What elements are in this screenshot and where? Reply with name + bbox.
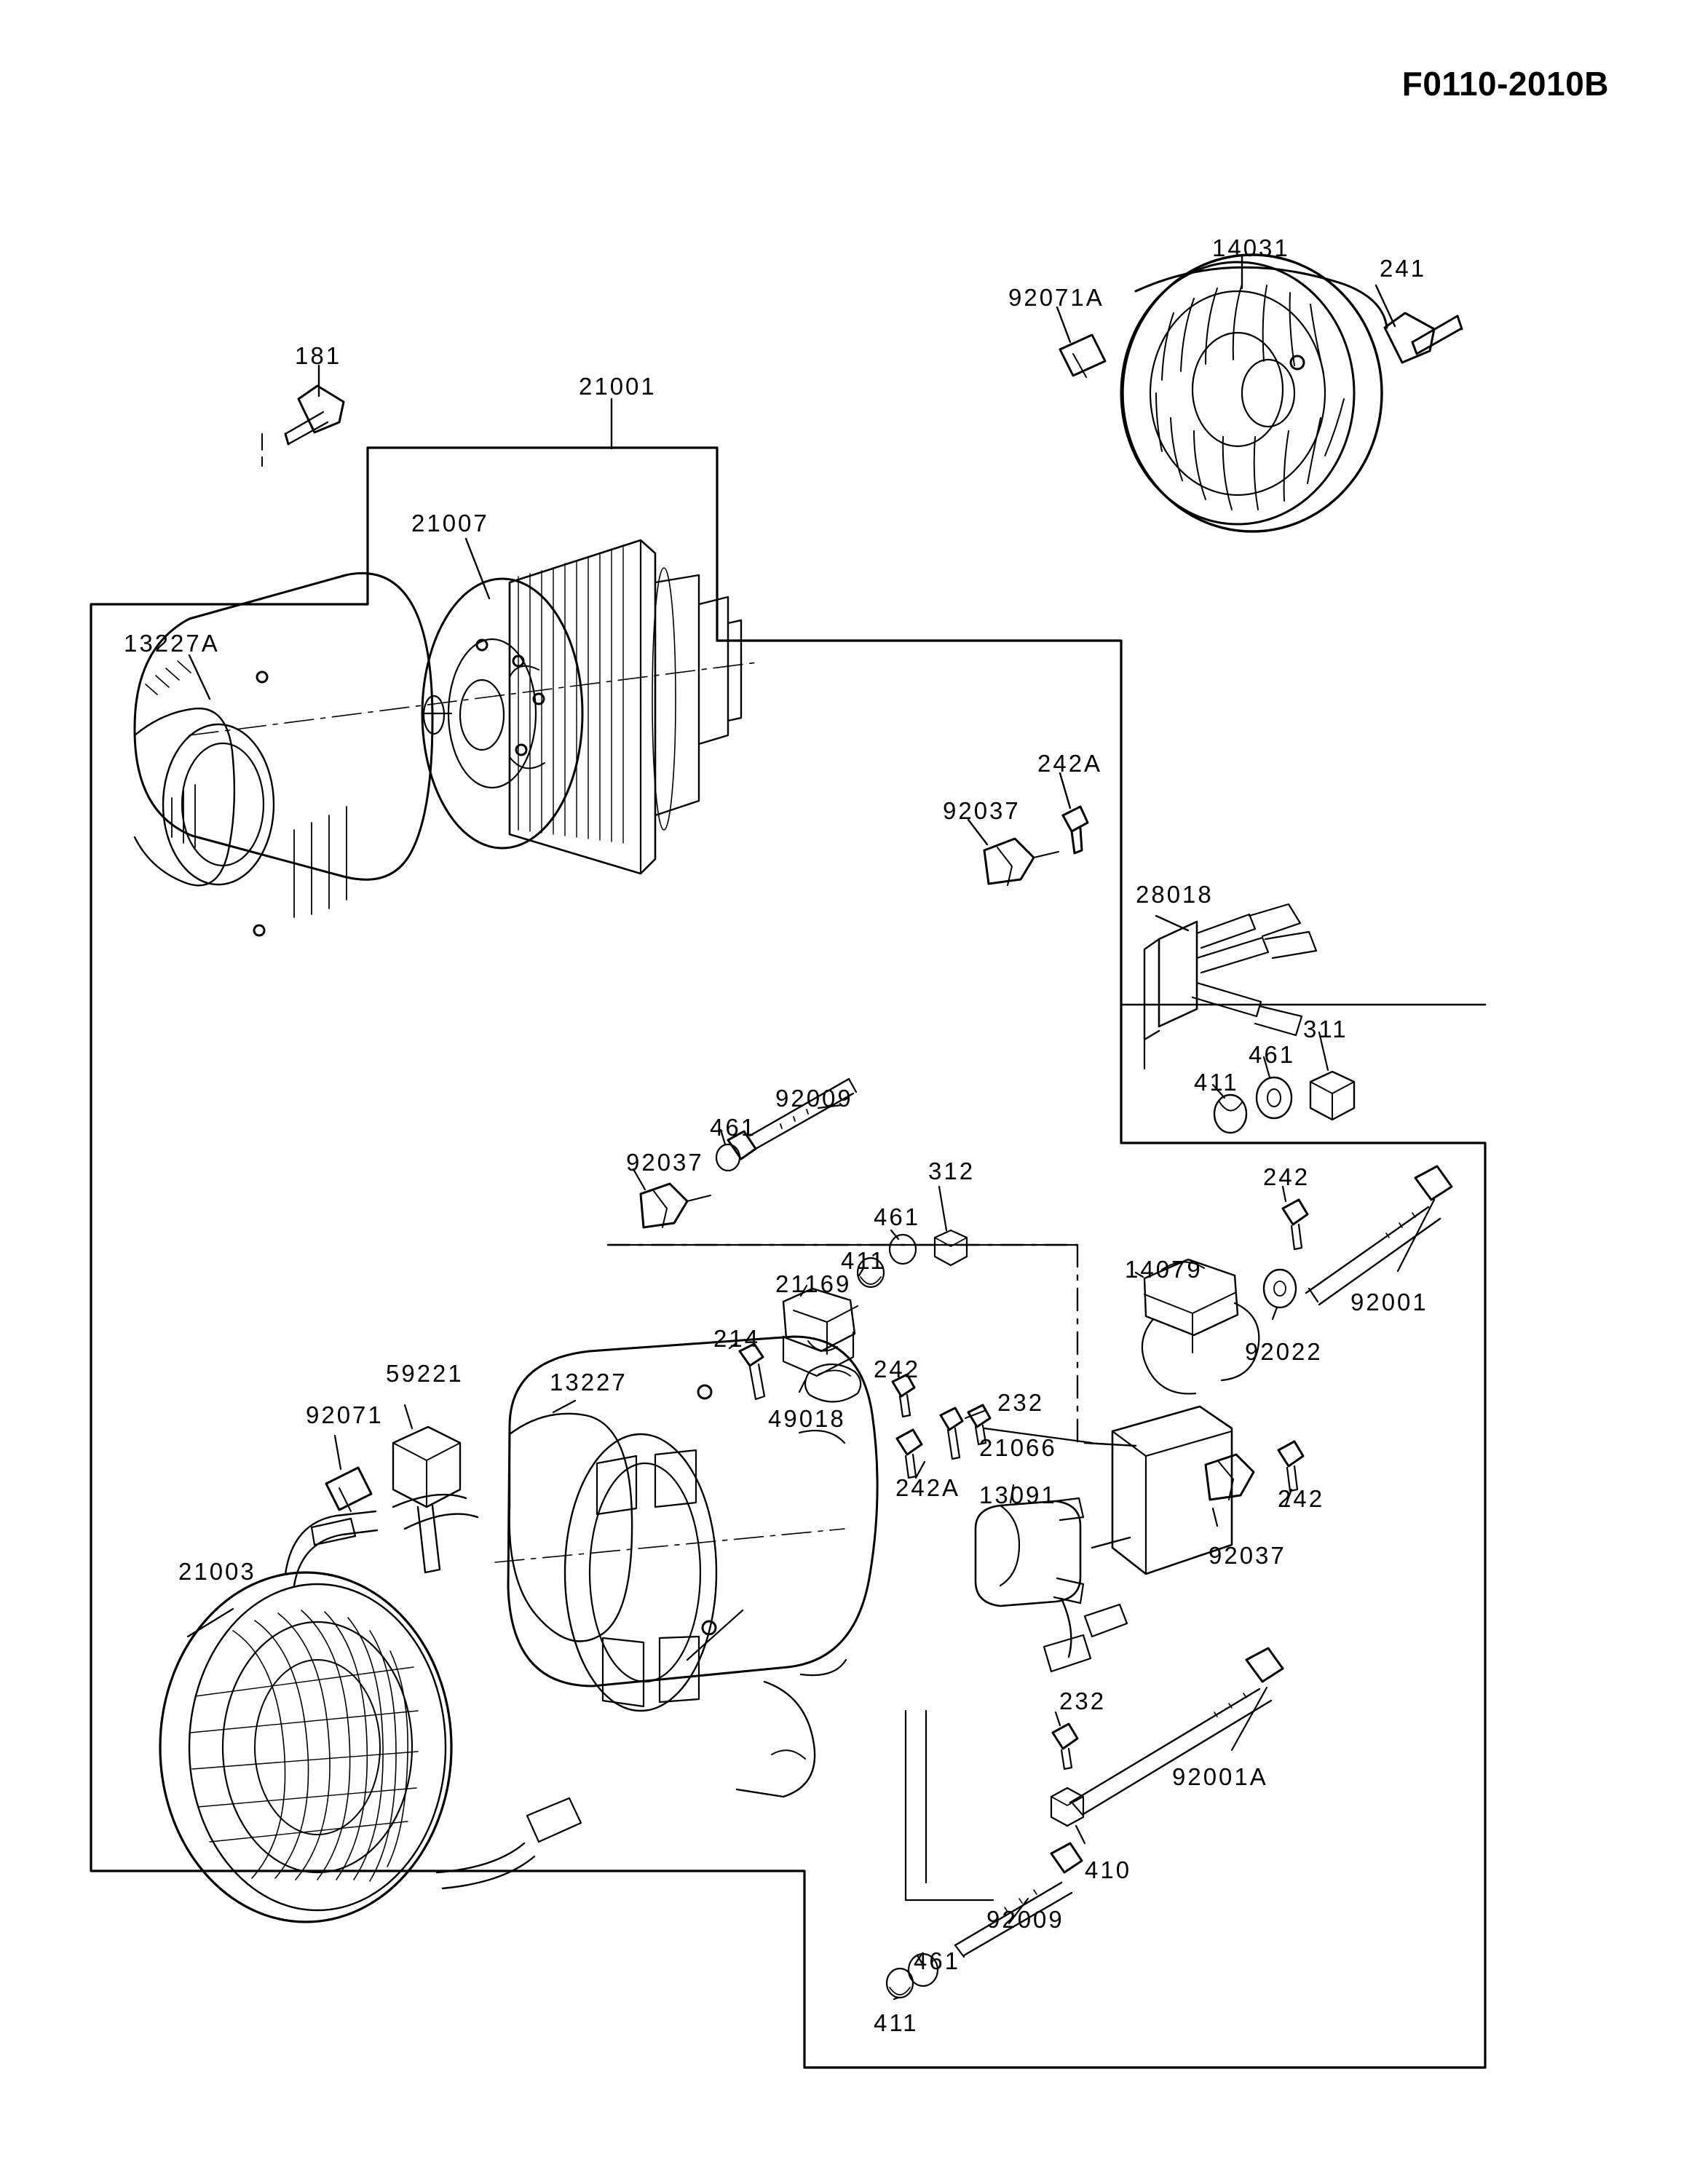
callout-92009-bottom: 92009 xyxy=(986,1906,1064,1933)
part-14031-flywheel xyxy=(1121,255,1387,531)
callout-92071: 92071 xyxy=(306,1401,384,1428)
callout-242-a: 242 xyxy=(874,1356,921,1382)
callout-28018: 28018 xyxy=(1136,881,1214,908)
assembly-outline xyxy=(91,448,1485,2068)
callout-13227: 13227 xyxy=(550,1369,628,1396)
callout-92071A: 92071A xyxy=(1008,284,1104,311)
callout-242-d: 242 xyxy=(1278,1485,1325,1512)
callout-461-small: 461 xyxy=(874,1203,921,1230)
part-92037-clamp-mid xyxy=(633,1169,711,1227)
callout-92022: 92022 xyxy=(1245,1338,1323,1365)
callout-92001: 92001 xyxy=(1350,1289,1428,1315)
callout-92009-mid: 92009 xyxy=(775,1085,853,1112)
callout-232-upper: 232 xyxy=(997,1389,1045,1416)
part-21007-rotor xyxy=(189,539,757,874)
part-13091-solenoid xyxy=(976,1485,1091,1671)
callout-411-bottom: 411 xyxy=(874,2009,919,2036)
callout-181: 181 xyxy=(295,342,342,369)
callout-21169: 21169 xyxy=(775,1270,852,1297)
callout-13227A: 13227A xyxy=(124,630,220,657)
part-242A-screw-upper xyxy=(1060,773,1088,853)
part-232-screw-lower xyxy=(1053,1712,1077,1769)
callout-92037-lower: 92037 xyxy=(1209,1542,1286,1569)
callout-59221: 59221 xyxy=(386,1360,464,1387)
part-92022-washer xyxy=(1264,1270,1296,1319)
part-411-washer-bottom xyxy=(887,1969,913,1999)
callout-13091: 13091 xyxy=(979,1481,1057,1508)
callout-21001: 21001 xyxy=(579,373,657,400)
callout-92037-mid: 92037 xyxy=(626,1149,704,1176)
part-92037-clamp-upper xyxy=(968,820,1059,885)
part-241-bolt xyxy=(1376,285,1462,363)
part-312-nut xyxy=(935,1187,967,1265)
callout-214: 214 xyxy=(713,1325,761,1352)
callout-461-upper: 461 xyxy=(1249,1041,1296,1068)
callout-410: 410 xyxy=(1085,1856,1132,1883)
part-242A-screw-lower xyxy=(897,1430,925,1478)
callout-242A-lower: 242A xyxy=(895,1474,961,1501)
callout-21066: 21066 xyxy=(979,1434,1057,1461)
callout-311: 311 xyxy=(1303,1016,1348,1042)
part-242-screw-b xyxy=(941,1408,984,1459)
callout-461-bottom: 461 xyxy=(914,1947,961,1974)
part-242-screw-c xyxy=(1283,1187,1308,1249)
callout-242A-upper: 242A xyxy=(1037,750,1103,777)
part-311-nut xyxy=(1310,1032,1354,1120)
callout-21003: 21003 xyxy=(178,1558,256,1585)
callout-461-mid: 461 xyxy=(710,1114,757,1141)
part-59221-coupling xyxy=(393,1405,460,1572)
callout-411-upper: 411 xyxy=(1194,1069,1239,1096)
part-13227A-housing xyxy=(135,573,432,935)
callout-92037-upper: 92037 xyxy=(943,797,1021,824)
callout-21007: 21007 xyxy=(411,510,489,537)
callout-14031: 14031 xyxy=(1212,234,1290,261)
callout-411-small: 411 xyxy=(841,1247,886,1274)
callout-14079: 14079 xyxy=(1125,1256,1203,1283)
callout-49018: 49018 xyxy=(768,1405,846,1432)
sheet-code: F0110-2010B xyxy=(1401,65,1609,103)
callout-242-c: 242 xyxy=(1263,1163,1310,1190)
part-21169-brush-holder xyxy=(783,1286,858,1376)
callout-241: 241 xyxy=(1380,255,1427,282)
part-461-washer-small xyxy=(890,1230,916,1264)
callout-232-lower: 232 xyxy=(1059,1688,1107,1714)
callout-92001A: 92001A xyxy=(1172,1763,1268,1790)
part-92071-grommet xyxy=(326,1436,371,1511)
part-92001-bolt xyxy=(1306,1166,1452,1305)
part-92071A-grommet xyxy=(1057,307,1105,377)
part-181-bolt xyxy=(262,365,344,466)
part-92037-clamp-lower xyxy=(1206,1455,1254,1526)
callout-312: 312 xyxy=(928,1158,976,1184)
